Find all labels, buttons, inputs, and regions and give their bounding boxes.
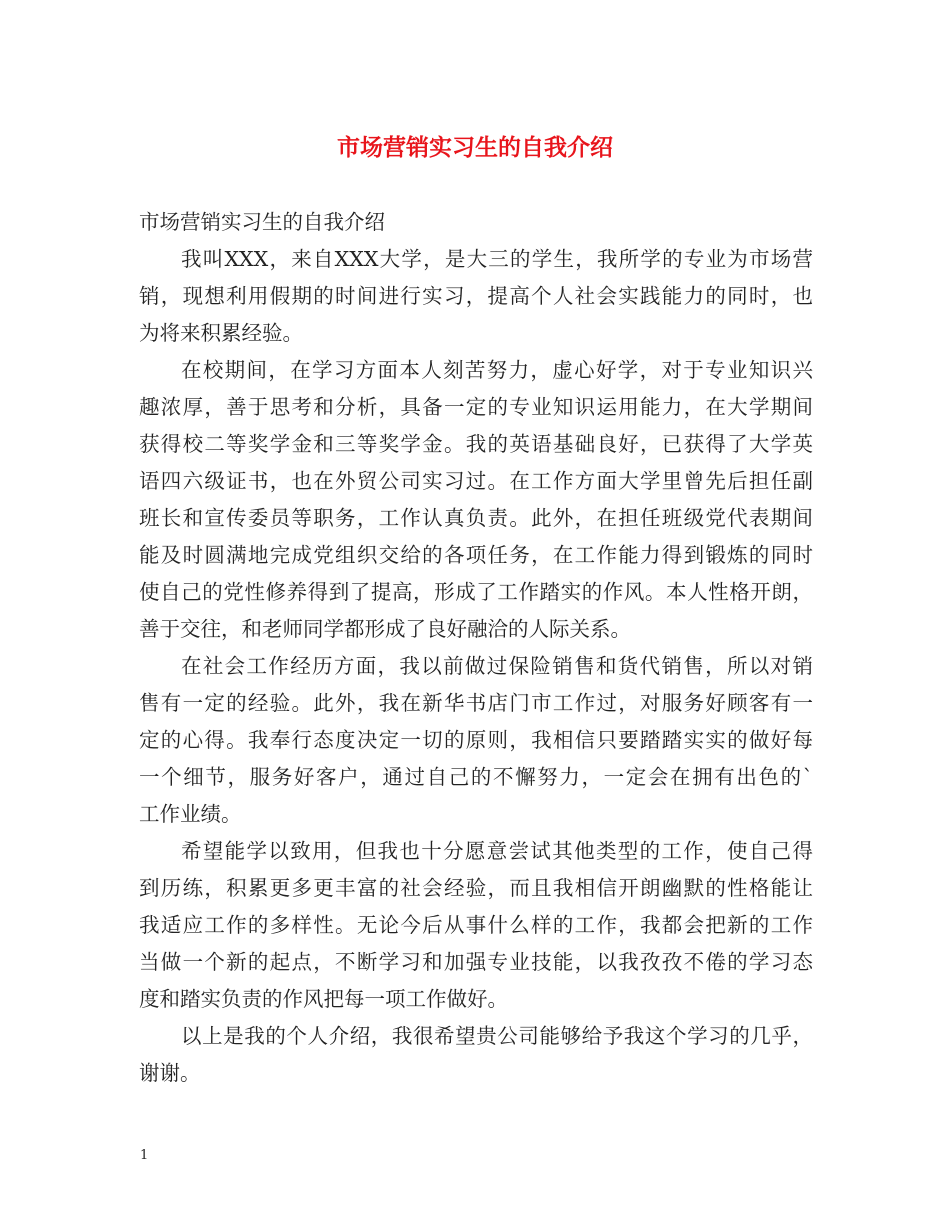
paragraph-line: 我适应工作的多样性。无论今后从事什么样的工作，我都会把新的工作 [139, 913, 813, 937]
paragraph-line: 能及时圆满地完成党组织交给的各项任务，在工作能力得到锻炼的同时 [139, 543, 813, 567]
paragraph-line: 在社会工作经历方面，我以前做过保险销售和货代销售，所以对销 [181, 654, 813, 678]
document-body [139, 204, 813, 1092]
paragraph-line: 谢谢。 [139, 1061, 201, 1085]
paragraph-line: 使自己的党性修养得到了提高，形成了工作踏实的作风。本人性格开朗， [139, 580, 813, 604]
paragraph-line: 获得校二等奖学金和三等奖学金。我的英语基础良好，已获得了大学英 [139, 432, 813, 456]
paragraph-line: 定的心得。我奉行态度决定一切的原则，我相信只要踏踏实实的做好每 [139, 728, 813, 752]
paragraph-line: 趣浓厚，善于思考和分析，具备一定的专业知识运用能力，在大学期间 [139, 395, 813, 419]
paragraph [139, 1018, 813, 1092]
paragraph-line: 班长和宣传委员等职务，工作认真负责。此外，在担任班级党代表期间 [139, 506, 813, 530]
page-number: 1 [140, 1148, 149, 1163]
paragraph-line: 善于交往，和老师同学都形成了良好融洽的人际关系。 [139, 617, 631, 641]
paragraph-line: 在校期间，在学习方面本人刻苦努力，虚心好学，对于专业知识兴 [181, 358, 813, 382]
paragraph [139, 648, 813, 833]
document-title: 市场营销实习生的自我介绍 [337, 134, 613, 161]
paragraph-line: 语四六级证书，也在外贸公司实习过。在工作方面大学里曾先后担任副 [139, 469, 813, 493]
paragraph-line: 工作业绩。 [139, 802, 242, 826]
document-subtitle: 市场营销实习生的自我介绍 [139, 210, 385, 234]
paragraph-line: 以上是我的个人介绍，我很希望贵公司能够给予我这个学习的几乎， [181, 1024, 813, 1048]
paragraph-line: 我叫XXX，来自XXX大学，是大三的学生，我所学的专业为市场营 [181, 247, 813, 271]
paragraphs [139, 241, 813, 1092]
paragraph [139, 241, 813, 352]
paragraph-line: 度和踏实负责的作风把每一项工作做好。 [139, 987, 508, 1011]
paragraph [139, 833, 813, 1018]
paragraph [139, 352, 813, 648]
paragraph-line: 一个细节，服务好客户，通过自己的不懈努力，一定会在拥有出色的` [139, 765, 813, 789]
paragraph-line: 售有一定的经验。此外，我在新华书店门市工作过，对服务好顾客有一 [139, 691, 813, 715]
paragraph-line: 到历练，积累更多更丰富的社会经验，而且我相信开朗幽默的性格能让 [139, 876, 813, 900]
paragraph-line: 为将来积累经验。 [139, 321, 303, 345]
paragraph-line: 当做一个新的起点，不断学习和加强专业技能，以我孜孜不倦的学习态 [139, 950, 813, 974]
paragraph-line: 销，现想利用假期的时间进行实习，提高个人社会实践能力的同时，也 [139, 284, 813, 308]
paragraph-line: 希望能学以致用，但我也十分愿意尝试其他类型的工作，使自己得 [181, 839, 813, 863]
